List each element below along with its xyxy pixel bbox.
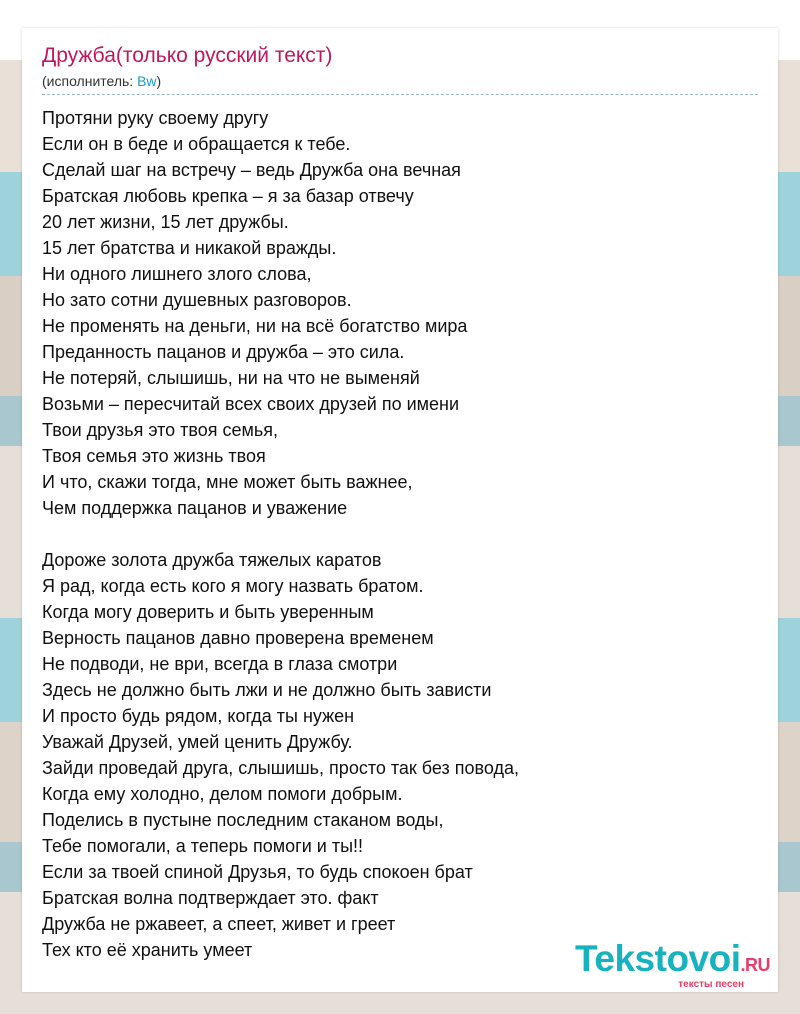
lyric-line: Поделись в пустыне последним стаканом воды, (42, 810, 444, 830)
lyric-line: Чем поддержка пацанов и уважение (42, 498, 348, 518)
lyric-line: Здесь не должно быть лжи и не должно быть зависти (42, 680, 492, 700)
logo-tagline: тексты песен (678, 979, 744, 990)
song-title: Дружба(только русский текст) (42, 44, 333, 67)
lyric-line: Не подводи, не ври, всегда в глаза смотри (42, 654, 398, 674)
lyric-line: Ни одного лишнего злого слова, (42, 264, 312, 284)
lyric-line: Если за твоей спиной Друзья, то будь спокоен брат (42, 862, 473, 882)
lyric-line: Когда ему холодно, делом помоги добрым. (42, 784, 403, 804)
lyric-line: Не променять на деньги, ни на всё богатство мира (42, 316, 468, 336)
lyric-line: 20 лет жизни, 15 лет дружбы. (42, 212, 289, 232)
lyric-line: Возьми – пересчитай всех своих друзей по имени (42, 394, 460, 414)
title-divider (42, 94, 758, 95)
lyric-line: Когда могу доверить и быть уверенным (42, 602, 374, 622)
lyrics-card (22, 28, 778, 992)
artist-line (42, 73, 161, 89)
lyric-line: Если он в беде и обращается к тебе. (42, 134, 351, 154)
logo-tld: .RU (740, 955, 770, 975)
site-logo[interactable] (575, 939, 770, 990)
lyric-line: Но зато сотни душевных разговоров. (42, 290, 352, 310)
lyric-line: Я рад, когда есть кого я могу назвать братом. (42, 576, 424, 596)
artist-link[interactable]: Bw (137, 73, 157, 89)
lyric-line: Твои друзья это твоя семья, (42, 420, 279, 440)
lyric-line: И просто будь рядом, когда ты нужен (42, 706, 355, 726)
lyric-line: Дороже золота дружба тяжелых каратов (42, 550, 382, 570)
lyric-line: Братская любовь крепка – я за базар отвечу (42, 186, 414, 206)
lyric-line: Тебе помогали, а теперь помоги и ты!! (42, 836, 364, 856)
lyric-line: И что, скажи тогда, мне может быть важнее, (42, 472, 413, 492)
logo-wordmark: Tekstovoi (575, 938, 741, 979)
artist-prefix: (исполнитель: (42, 73, 138, 89)
lyric-line: Сделай шаг на встречу – ведь Дружба она вечная (42, 160, 461, 180)
lyrics-text (42, 105, 758, 963)
lyric-line: Тех кто её хранить умеет (42, 940, 253, 960)
artist-suffix: ) (156, 73, 162, 89)
lyric-line: Верность пацанов давно проверена временем (42, 628, 434, 648)
lyric-line: Дружба не ржавеет, а спеет, живет и греет (42, 914, 396, 934)
lyric-line: Братская волна подтверждает это. факт (42, 888, 379, 908)
lyric-line: Протяни руку своему другу (42, 108, 269, 128)
lyric-line: Уважай Друзей, умей ценить Дружбу. (42, 732, 353, 752)
lyric-line: 15 лет братства и никакой вражды. (42, 238, 337, 258)
lyric-line: Преданность пацанов и дружба – это сила. (42, 342, 405, 362)
lyric-line: Зайди проведай друга, слышишь, просто так без повода, (42, 758, 520, 778)
lyric-line: Твоя семья это жизнь твоя (42, 446, 266, 466)
lyric-line: Не потеряй, слышишь, ни на что не выменяй (42, 368, 420, 388)
